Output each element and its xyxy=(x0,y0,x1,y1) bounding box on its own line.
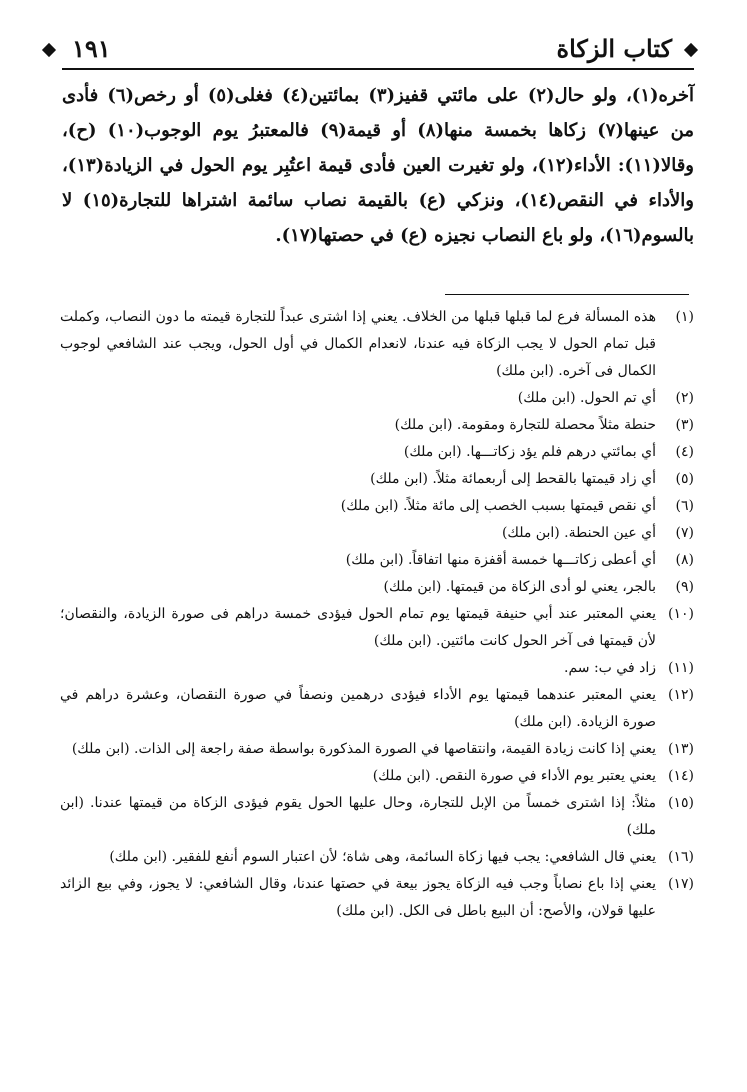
footnote-item xyxy=(60,736,694,763)
footnote-number: (١١) xyxy=(668,660,694,676)
footnote-number: (١٠) xyxy=(668,606,694,622)
footnote-item xyxy=(60,466,694,493)
footnote-text: زاد في ب: سم. xyxy=(564,660,656,676)
footnote-number: (٩) xyxy=(675,579,694,595)
footnote-text: يعني إذا باع نصاباً وجب فيه الزكاة يجوز بيعة في حصتها عندنا، وقال الشافعي: لا يجوز، وفي بيع الزائد عليها قولان، والأصح: أن البيع باطل فى الكل. (ابن ملك) xyxy=(60,876,656,919)
footnote-number: (٢) xyxy=(675,390,694,406)
chapter-title: كتاب الزكاة xyxy=(556,34,672,63)
footnote-item xyxy=(60,871,694,925)
main-paragraph: آخره(١)، ولو حال(٢) على مائتي قفيز(٣) بمائتين(٤) فغلى(٥) أو رخص(٦) فأدى من عينها(٧) زكاها بخمسة منها(٨) أو قيمة(٩) فالمعتبرُ يوم الوجوب(١٠) (ح)، وقالا(١١): الأداء(١٢)، ولو تغيرت العين فأدى قيمة اعتُبِر يوم الحول في الزيادة(١٣)، والأداء في النقص(١٤)، ونزكي (ع) بالقيمة نصاب سائمة اشتراها للتجارة(١٥) لا بالسوم(١٦)، ولو باع النصاب نجيزه (ع) في حصتها(١٧). xyxy=(62,85,695,246)
footnote-text: أي تم الحول. (ابن ملك) xyxy=(517,390,656,406)
page-number: ١٩١ xyxy=(72,34,111,63)
footnote-number: (١٢) xyxy=(668,687,694,703)
footnote-text: يعني إذا كانت زيادة القيمة، وانتقاصها في الصورة المذكورة بواسطة صفة راجعة إلى الذات. (ابن ملك) xyxy=(71,741,656,757)
footnotes xyxy=(60,304,694,925)
footnote-number: (٧) xyxy=(675,525,694,541)
footnote-text: حنطة مثلاً محصلة للتجارة ومقومة. (ابن ملك) xyxy=(394,417,656,433)
footnote-item xyxy=(60,655,694,682)
footnote-text: أي عين الحنطة. (ابن ملك) xyxy=(501,525,656,541)
footnote-item xyxy=(60,439,694,466)
footnote-number: (١٣) xyxy=(668,741,694,757)
footnote-item xyxy=(60,574,694,601)
footnote-item xyxy=(60,304,694,385)
footnote-item xyxy=(60,763,694,790)
footnote-number: (١٧) xyxy=(668,876,694,892)
footnote-item xyxy=(60,547,694,574)
footnote-text: بالجر، يعني لو أدى الزكاة من قيمتها. (ابن ملك) xyxy=(383,579,656,595)
footnote-text: يعني المعتبر عندهما قيمتها يوم الأداء فيؤدى درهمين ونصفاً في صورة النقصان، وعشرة دراهم في صورة الزيادة. (ابن ملك) xyxy=(60,687,656,730)
footnote-number: (٣) xyxy=(675,417,694,433)
footnote-item xyxy=(60,601,694,655)
footnote-item xyxy=(60,412,694,439)
footnote-number: (٤) xyxy=(675,444,694,460)
footnote-text: هذه المسألة فرع لما قبلها قبلها من الخلاف. يعني إذا اشترى عبداً للتجارة قيمته ما دون النصاب، وكملت قبل تمام الحول لا يجب الزكاة فيه عندنا، لانعدام الكمال في أول الحول، ويجب عند الشافعي لوجوب الكمال فى آخره. (ابن ملك) xyxy=(60,309,656,379)
footnote-text: أي بمائتي درهم فلم يؤد زكاتـــها. (ابن ملك) xyxy=(403,444,656,460)
footnote-text: أي زاد قيمتها بالقحط إلى أربعمائة مثلاً. (ابن ملك) xyxy=(370,471,656,487)
footnote-text: مثلاً: إذا اشترى خمساً من الإبل للتجارة، وحال عليها الحول يقوم فيؤدى الزكاة من قيمتها عندنا. (ابن ملك) xyxy=(60,795,656,838)
diamond-ornament-icon xyxy=(42,43,56,57)
footnote-item xyxy=(60,385,694,412)
footnote-number: (٥) xyxy=(675,471,694,487)
footnote-item xyxy=(60,844,694,871)
diamond-ornament-icon xyxy=(684,43,698,57)
footnote-number: (١) xyxy=(675,309,694,325)
footnote-item xyxy=(60,520,694,547)
page-header xyxy=(62,34,694,70)
footnote-number: (١٥) xyxy=(668,795,694,811)
footnote-number: (٦) xyxy=(675,498,694,514)
footnote-text: يعني قال الشافعي: يجب فيها زكاة السائمة، وهى شاة؛ لأن اعتبار السوم أنفع للفقير. (ابن ملك) xyxy=(109,849,656,865)
footnote-text: يعني يعتبر يوم الأداء في صورة النقص. (ابن ملك) xyxy=(372,768,656,784)
footnote-item xyxy=(60,493,694,520)
footnote-number: (٨) xyxy=(675,552,694,568)
footnote-text: أي نقص قيمتها بسبب الخصب إلى مائة مثلاً. (ابن ملك) xyxy=(340,498,656,514)
footnote-text: يعني المعتبر عند أبي حنيفة قيمتها يوم تمام الحول فيؤدى خمسة دراهم فى صورة الزيادة، والنقصان؛ لأن قيمتها فى آخر الحول كانت مائتين. (ابن ملك) xyxy=(60,606,656,649)
footnote-number: (١٦) xyxy=(668,849,694,865)
footnote-text: أي أعطى زكاتـــها خمسة أقفزة منها اتفاقاً. (ابن ملك) xyxy=(345,552,656,568)
footnote-number: (١٤) xyxy=(668,768,694,784)
main-text xyxy=(62,78,694,253)
footnote-separator xyxy=(445,294,689,295)
footnote-item xyxy=(60,790,694,844)
footnote-item xyxy=(60,682,694,736)
